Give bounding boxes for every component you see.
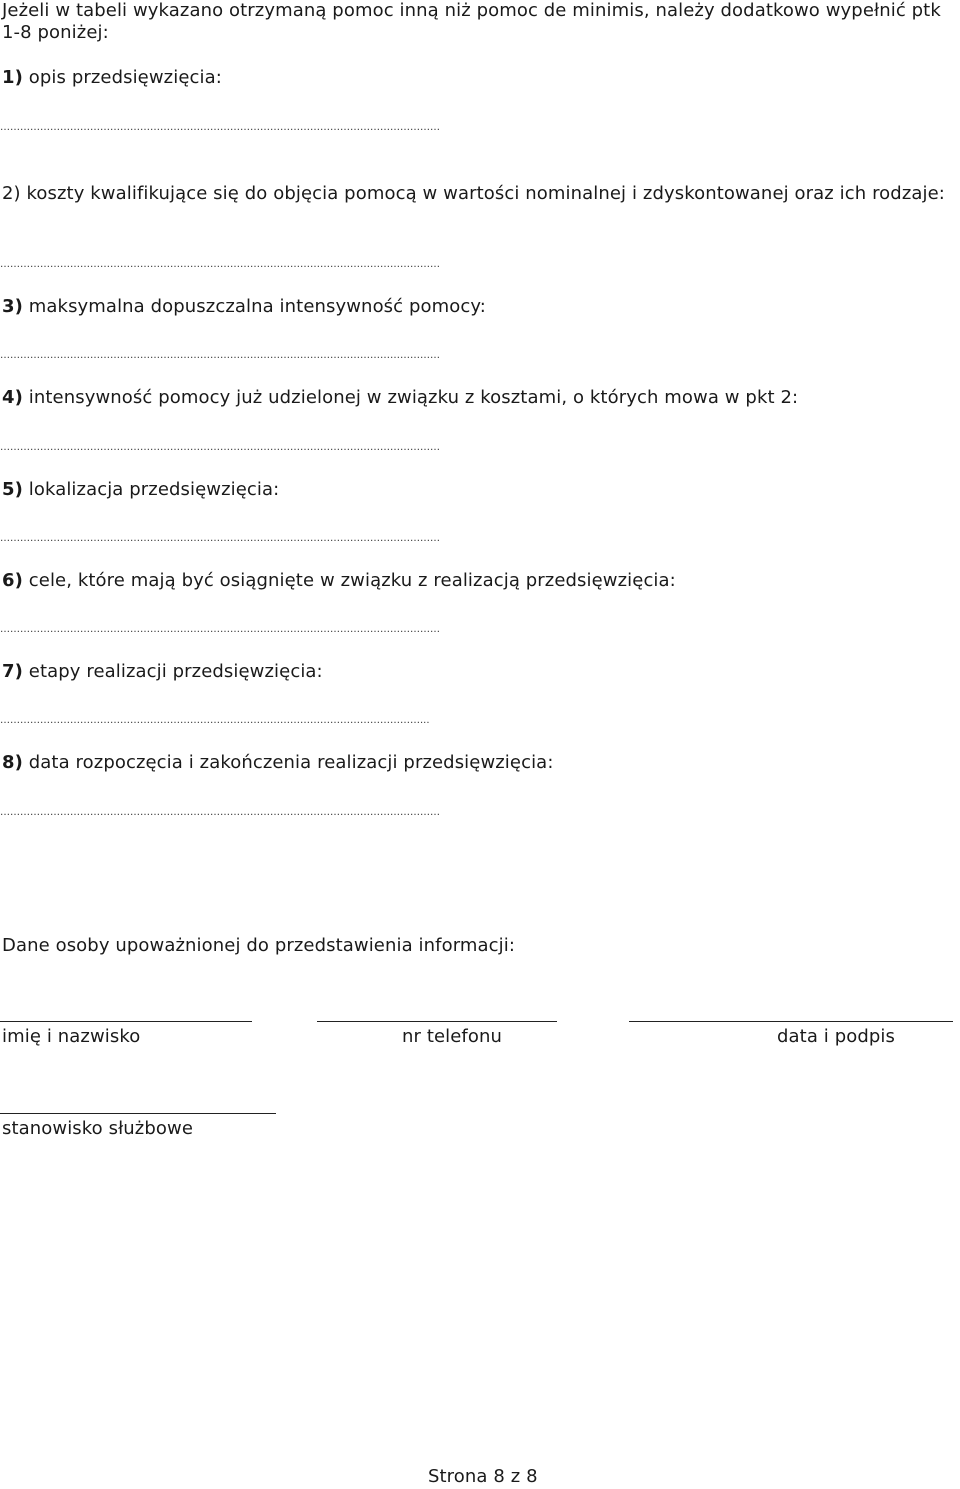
item-2-heading xyxy=(2,180,960,207)
item-3-number: 3) xyxy=(2,296,23,317)
signature-heading: Dane osoby upoważnionej do przedstawienia informacji: xyxy=(2,935,515,956)
item-7-number: 7) xyxy=(2,661,23,682)
item-3-answer-line[interactable]: …………………………………………………………………………………………………………………… xyxy=(0,350,440,361)
item-5-number: 5) xyxy=(2,479,23,500)
position-signature-line[interactable] xyxy=(0,1113,276,1114)
item-5-label: lokalizacja przedsięwzięcia: xyxy=(28,479,280,500)
item-8-answer-line[interactable]: …………………………………………………………………………………………………………………… xyxy=(0,807,440,818)
item-1-label: opis przedsięwzięcia: xyxy=(28,67,222,88)
item-4-label: intensywność pomocy już udzielonej w związku z kosztami, o których mowa w pkt 2: xyxy=(28,387,799,408)
item-4-heading xyxy=(2,386,798,410)
item-2-answer-line[interactable]: …………………………………………………………………………………………………………………… xyxy=(0,259,440,270)
date-sign-signature-line[interactable] xyxy=(629,1021,953,1022)
item-7-answer-line[interactable]: ………………………………………………………………………………………………………………... xyxy=(0,715,430,726)
item-6-label: cele, które mają być osiągnięte w związku z realizacją przedsięwzięcia: xyxy=(28,570,676,591)
item-6-number: 6) xyxy=(2,570,23,591)
item-8-label: data rozpoczęcia i zakończenia realizacji przedsięwzięcia: xyxy=(28,752,554,773)
item-5-heading xyxy=(2,478,279,502)
item-6-answer-line[interactable]: …………………………………………………………………………………………………………………… xyxy=(0,624,440,635)
item-1-number: 1) xyxy=(2,67,23,88)
item-7-label: etapy realizacji przedsięwzięcia: xyxy=(28,661,323,682)
name-label: imię i nazwisko xyxy=(2,1026,141,1047)
position-label: stanowisko służbowe xyxy=(2,1118,193,1139)
item-5-answer-line[interactable]: …………………………………………………………………………………………………………………… xyxy=(0,533,440,544)
item-1-answer-line[interactable]: …………………………………………………………………………………………………………………… xyxy=(0,122,440,133)
page-number: Strona 8 z 8 xyxy=(428,1466,538,1487)
intro-text: Jeżeli w tabeli wykazano otrzymaną pomoc inną niż pomoc de minimis, należy dodatkowo wypełnić ptk 1-8 poniżej: xyxy=(2,0,941,43)
item-2-label: koszty kwalifikujące się do objęcia pomocą w wartości nominalnej i zdyskontowanej oraz ich rodzaje: xyxy=(26,183,945,204)
item-4-number: 4) xyxy=(2,387,23,408)
item-4-answer-line[interactable]: …………………………………………………………………………………………………………………… xyxy=(0,442,440,453)
phone-signature-line[interactable] xyxy=(317,1021,557,1022)
item-1-heading xyxy=(2,66,222,90)
item-8-heading xyxy=(2,751,553,775)
name-signature-line[interactable] xyxy=(0,1021,252,1022)
item-3-heading xyxy=(2,295,486,319)
date-sign-label: data i podpis xyxy=(777,1026,895,1047)
phone-label: nr telefonu xyxy=(402,1026,503,1047)
item-8-number: 8) xyxy=(2,752,23,773)
item-2-number: 2) xyxy=(2,183,21,204)
item-7-heading xyxy=(2,660,323,684)
item-6-heading xyxy=(2,569,676,593)
item-3-label: maksymalna dopuszczalna intensywność pomocy: xyxy=(28,296,486,317)
